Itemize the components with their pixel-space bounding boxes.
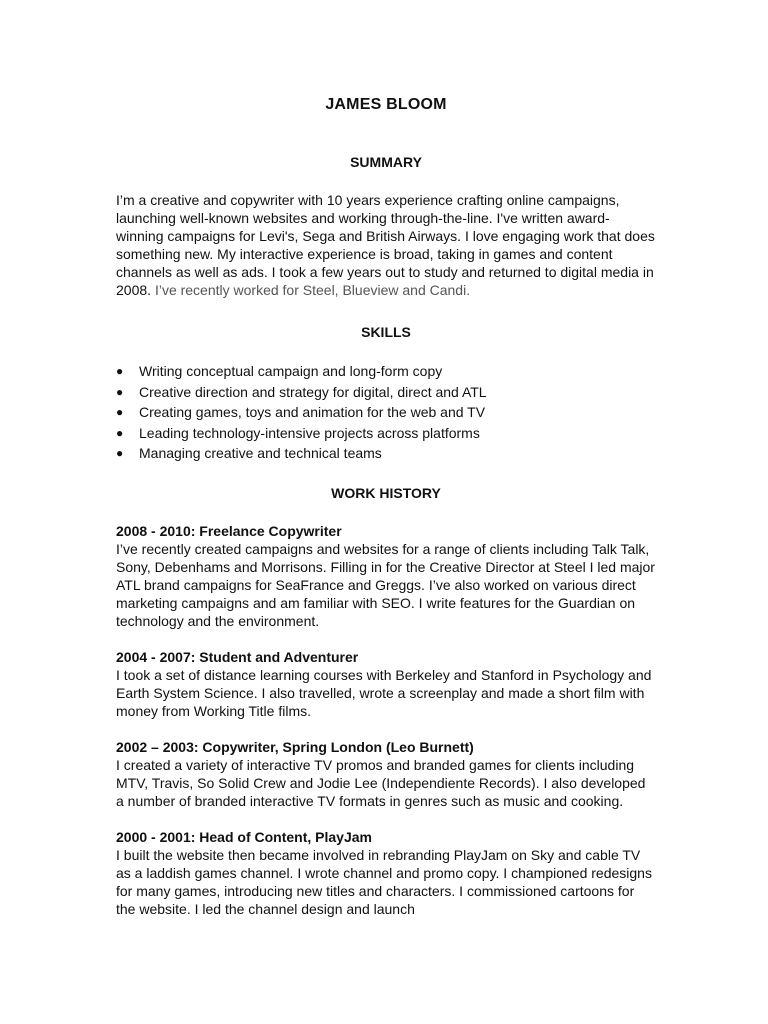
skill-item <box>116 402 656 423</box>
skill-text: Writing conceptual campaign and long-form copy <box>139 363 443 379</box>
job-description: I’ve recently created campaigns and websites for a range of clients including Talk Talk, Sony, Debenhams and Morrisons. Filling in for the Creative Director at Steel I led major ATL brand campaigns for SeaFrance and Greggs. I’ve also worked on various direct marketing campaigns and am familiar with SEO. I write features for the Guardian on technology and the environment. <box>116 540 655 629</box>
skill-text: Leading technology-intensive projects across platforms <box>139 424 480 441</box>
job-title: 2002 – 2003: Copywriter, Spring London (Leo Burnett) <box>116 738 474 755</box>
job-entry <box>116 648 656 720</box>
work-history-section <box>116 485 656 918</box>
skills-section <box>116 324 656 464</box>
skill-text: Creative direction and strategy for digital, direct and ATL <box>139 383 487 400</box>
skill-item <box>116 361 656 382</box>
skill-item <box>116 423 656 444</box>
job-description: I built the website then became involved in rebranding PlayJam on Sky and cable TV as a laddish games channel. I wrote channel and promo copy. I championed redesigns for many games, introducing new titles and characters. I commissioned cartoons for the website. I led the channel design and launch <box>116 846 652 917</box>
skill-item <box>116 382 656 403</box>
job-description: I took a set of distance learning courses with Berkeley and Stanford in Psychology and Earth System Science. I also travelled, wrote a screenplay and made a short film with money from Working Title films. <box>116 666 652 719</box>
bullet-icon: ● <box>116 405 124 419</box>
job-title: 2008 - 2010: Freelance Copywriter <box>116 522 342 539</box>
summary-muted-text: I’ve recently worked for Steel, Blueview and Candi. <box>154 282 471 298</box>
job-entry <box>116 828 656 918</box>
skills-list <box>116 361 656 464</box>
job-description: I created a variety of interactive TV promos and branded games for clients including MTV, Travis, So Solid Crew and Jodie Lee (Independiente Records). I also developed a number of branded interactive TV formats in genres such as music and cooking. <box>116 756 646 809</box>
summary-text <box>116 191 656 299</box>
skill-text: Creating games, toys and animation for the web and TV <box>139 404 486 420</box>
job-entry <box>116 522 656 630</box>
skills-heading: SKILLS <box>361 324 411 340</box>
summary-section <box>116 154 656 299</box>
bullet-icon: ● <box>116 446 124 460</box>
resume-name: JAMES BLOOM <box>325 96 447 113</box>
summary-heading: SUMMARY <box>350 154 422 170</box>
bullet-icon: ● <box>116 384 124 399</box>
bullet-icon: ● <box>116 364 124 378</box>
job-title: 2004 - 2007: Student and Adventurer <box>116 648 359 665</box>
summary-main-text: I’m a creative and copywriter with 10 years experience crafting online campaigns, launching well-known websites and working through-the-line. I've written award-winning campaigns for Levi's, Sega and British Airways. I love engaging work that does something new. My interactive experience is broad, taking in games and content channels as well as ads. I took a few years out to study and returned to digital media in 2008. <box>116 192 655 298</box>
job-title: 2000 - 2001: Head of Content, PlayJam <box>116 828 372 845</box>
job-entry <box>116 738 656 810</box>
bullet-icon: ● <box>116 425 124 440</box>
resume-page <box>116 96 656 936</box>
work-history-heading: WORK HISTORY <box>331 484 441 501</box>
skill-item <box>116 443 656 464</box>
skill-text: Managing creative and technical teams <box>139 445 382 461</box>
